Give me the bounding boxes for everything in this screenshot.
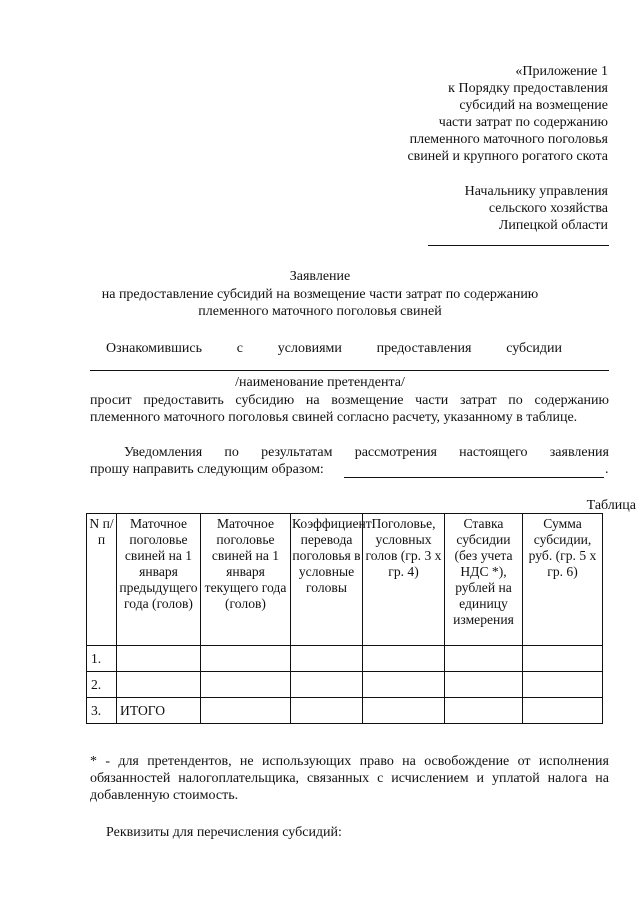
addressee-line: Начальнику управления: [464, 184, 608, 199]
addressee-line: сельского хозяйства: [488, 201, 608, 216]
table-cell[interactable]: [523, 672, 603, 698]
table-cell[interactable]: [291, 646, 363, 672]
applicant-name-line[interactable]: [90, 370, 609, 371]
addressee-block: [465, 183, 608, 234]
applicant-caption: /наименование претендента/: [235, 375, 405, 390]
row-number: 1.: [87, 646, 117, 672]
header-cell: N п/п: [87, 514, 117, 646]
header-cell: Поголовье, условных голов (гр. 3 х гр. 4): [363, 514, 445, 646]
notify-text-line-2: прошу направить следующим образом:: [90, 462, 324, 477]
table-cell[interactable]: [363, 672, 445, 698]
footnote: * - для претендентов, не использующих право на освобождение от исполнения обязанностей налогоплательщика, связанных с исчислением и уплатой налога на добавленную стоимость.: [90, 754, 609, 803]
table-row: [87, 646, 603, 672]
document-subtitle-line-2: племенного маточного поголовья свиней: [198, 304, 442, 319]
table-cell[interactable]: [363, 698, 445, 724]
table-header-row: [87, 514, 603, 646]
table-cell[interactable]: [117, 646, 201, 672]
table-caption: Таблица: [586, 498, 636, 513]
appendix-line: «Приложение 1: [515, 64, 608, 79]
table-cell[interactable]: [201, 672, 291, 698]
table-cell[interactable]: [201, 646, 291, 672]
addressee-line: Липецкой области: [498, 218, 608, 233]
table-cell[interactable]: [291, 672, 363, 698]
appendix-line: части затрат по содержанию: [438, 115, 608, 130]
addressee-blank-line[interactable]: [428, 245, 609, 246]
document-title: Заявление: [289, 269, 351, 284]
appendix-line: субсидий на возмещение: [459, 98, 608, 113]
intro-text: Ознакомившись с условиями предоставления субсидии: [106, 341, 562, 356]
table-cell[interactable]: [445, 672, 523, 698]
table-cell[interactable]: [523, 646, 603, 672]
table-cell[interactable]: [291, 698, 363, 724]
appendix-line: племенного маточного поголовья: [409, 132, 608, 147]
appendix-block: [407, 63, 608, 165]
header-cell: Коэффициент перевода поголовья в условные головы: [291, 514, 363, 646]
notify-blank-line[interactable]: [344, 477, 604, 478]
table-row: [87, 672, 603, 698]
header-cell: Сумма субсидии, руб. (гр. 5 х гр. 6): [523, 514, 603, 646]
header-cell: Маточное поголовье свиней на 1 января текущего года (голов): [201, 514, 291, 646]
appendix-line: к Порядку предоставления: [448, 81, 608, 96]
appendix-line: свиней и крупного рогатого скота: [407, 149, 608, 164]
notify-text-line-1: Уведомления по результатам рассмотрения настоящего заявления: [124, 445, 609, 460]
notify-period: .: [605, 462, 609, 477]
table-cell[interactable]: [363, 646, 445, 672]
table-row-total: [87, 698, 603, 724]
request-text: просит предоставить субсидию на возмещение части затрат по содержанию племенного маточного поголовья свиней согласно расчету, указанному в таблице.: [90, 393, 609, 425]
header-cell: Ставка субсидии (без учета НДС *), рублей на единицу измерения: [445, 514, 523, 646]
details-label: Реквизиты для перечисления субсидий:: [106, 825, 342, 840]
table-cell[interactable]: [445, 646, 523, 672]
table-cell[interactable]: [445, 698, 523, 724]
row-number: 2.: [87, 672, 117, 698]
table-cell[interactable]: [117, 672, 201, 698]
header-cell: Маточное поголовье свиней на 1 января предыдущего года (голов): [117, 514, 201, 646]
row-number: 3.: [87, 698, 117, 724]
table-cell[interactable]: [201, 698, 291, 724]
subsidy-table: [86, 513, 603, 724]
table-cell[interactable]: [523, 698, 603, 724]
document-subtitle-line-1: на предоставление субсидий на возмещение части затрат по содержанию: [101, 287, 539, 302]
total-label: ИТОГО: [117, 698, 201, 724]
